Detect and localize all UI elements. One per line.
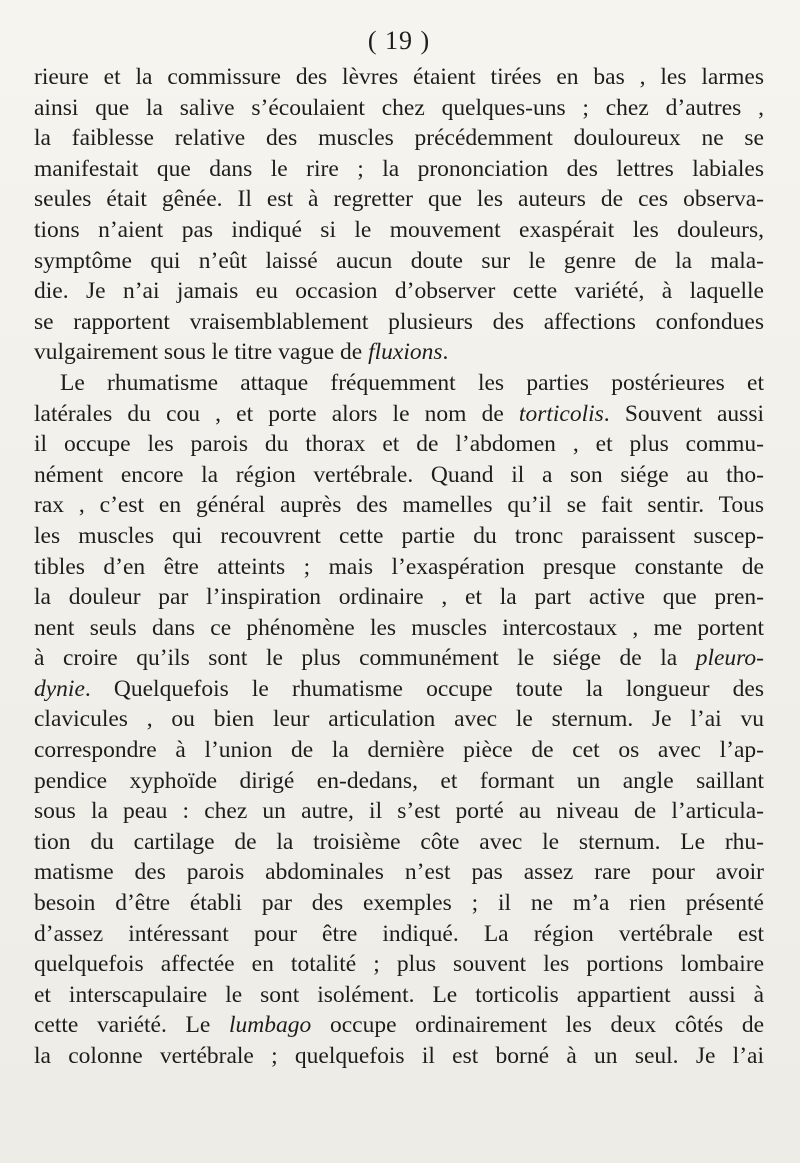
text-line: tions n’aient pas indiqué si le mouvement exaspérait les douleurs,: [34, 216, 764, 243]
text-line: il occupe les parois du thorax et de l’abdomen , et plus commu-: [34, 431, 764, 458]
italic-term: lumbago: [229, 1012, 312, 1039]
text-line: la douleur par l’inspiration ordinaire , et la part active que pren-: [34, 584, 764, 611]
text-line: rieure et la commissure des lèvres étaient tirées en bas , les larmes: [34, 64, 764, 90]
text-line: symptôme qui n’eût laissé aucun doute sur le genre de la mala-: [34, 247, 764, 274]
text-line: correspondre à l’union de la dernière pièce de cet os avec l’ap-: [34, 737, 764, 764]
text-line: nément encore la région vertébrale. Quand il a son siége au tho-: [34, 461, 764, 488]
text-line: die. Je n’ai jamais eu occasion d’observer cette variété, à laquelle: [34, 278, 764, 305]
text-line: quelquefois affectée en totalité ; plus souvent les portions lombaire: [34, 951, 764, 978]
text-segment: latérales du cou , et porte alors le nom de: [34, 400, 519, 427]
text-line: et interscapulaire le sont isolément. Le torticolis appartient aussi à: [34, 981, 764, 1008]
text-line: d’assez intéressant pour être indiqué. La région vertébrale est: [34, 920, 764, 947]
text-line: sous la peau : chez un autre, il s’est porté au niveau de l’articula-: [34, 798, 764, 825]
text-line: matisme des parois abdominales n’est pas assez rare pour avoir: [34, 859, 764, 886]
text-line: tibles d’en être atteints ; mais l’exaspération presque constante de: [34, 553, 764, 580]
text-line: les muscles qui recouvrent cette partie du tronc paraissent suscep-: [34, 522, 764, 549]
italic-term: fluxions: [368, 339, 443, 366]
text-line: clavicules , ou bien leur articulation avec le sternum. Je l’ai vu: [34, 706, 764, 733]
italic-term: torticolis: [518, 400, 604, 427]
text-line: tion du cartilage de la troisième côte avec le sternum. Le rhu-: [34, 828, 764, 855]
text-segment: à croire qu’ils sont le plus communément le siége de la: [34, 645, 696, 672]
text-line: [34, 1010, 764, 1041]
italic-term: pleuro-: [695, 645, 764, 672]
text-line: besoin d’être établi par des exemples ; il ne m’a rien présenté: [34, 890, 764, 917]
text-line: se rapportent vraisemblablement plusieurs des affections confondues: [34, 308, 764, 335]
page-number: ( 19 ): [367, 26, 431, 55]
text-line: Le rhumatisme attaque fréquemment les parties postérieures et: [60, 369, 764, 396]
text-line: nent seuls dans ce phénomène les muscles intercostaux , me portent: [34, 614, 764, 641]
text-segment: vulgairement sous le titre vague de: [34, 339, 369, 366]
text-line: [34, 643, 764, 674]
italic-term: dynie: [34, 675, 85, 702]
text-line: la faiblesse relative des muscles précédemment douloureux ne se: [34, 125, 764, 152]
text-segment: . Quelquefois le rhumatisme occupe toute la longueur des: [84, 675, 764, 702]
text-line: [34, 674, 764, 705]
text-line: manifestait que dans le rire ; la prononciation des lettres labiales: [34, 155, 764, 182]
text-line: [34, 399, 764, 430]
text-line: la colonne vertébrale ; quelquefois il est borné à un seul. Je l’ai: [34, 1043, 764, 1069]
text-line: ainsi que la salive s’écoulaient chez quelques-uns ; chez d’autres ,: [34, 94, 764, 121]
text-segment: occupe ordinairement les deux côtés de: [311, 1012, 765, 1039]
text-segment: . Souvent aussi: [603, 400, 764, 427]
body-text: [34, 62, 764, 1072]
text-line: [34, 337, 764, 368]
text-line: seules était gênée. Il est à regretter que les auteurs de ces observa-: [34, 186, 764, 213]
text-segment: cette variété. Le: [34, 1012, 230, 1039]
text-line: rax , c’est en général auprès des mamelles qu’il se fait sentir. Tous: [34, 492, 764, 519]
text-segment: .: [442, 339, 449, 366]
text-line: pendice xyphoïde dirigé en-dedans, et formant un angle saillant: [34, 767, 764, 794]
